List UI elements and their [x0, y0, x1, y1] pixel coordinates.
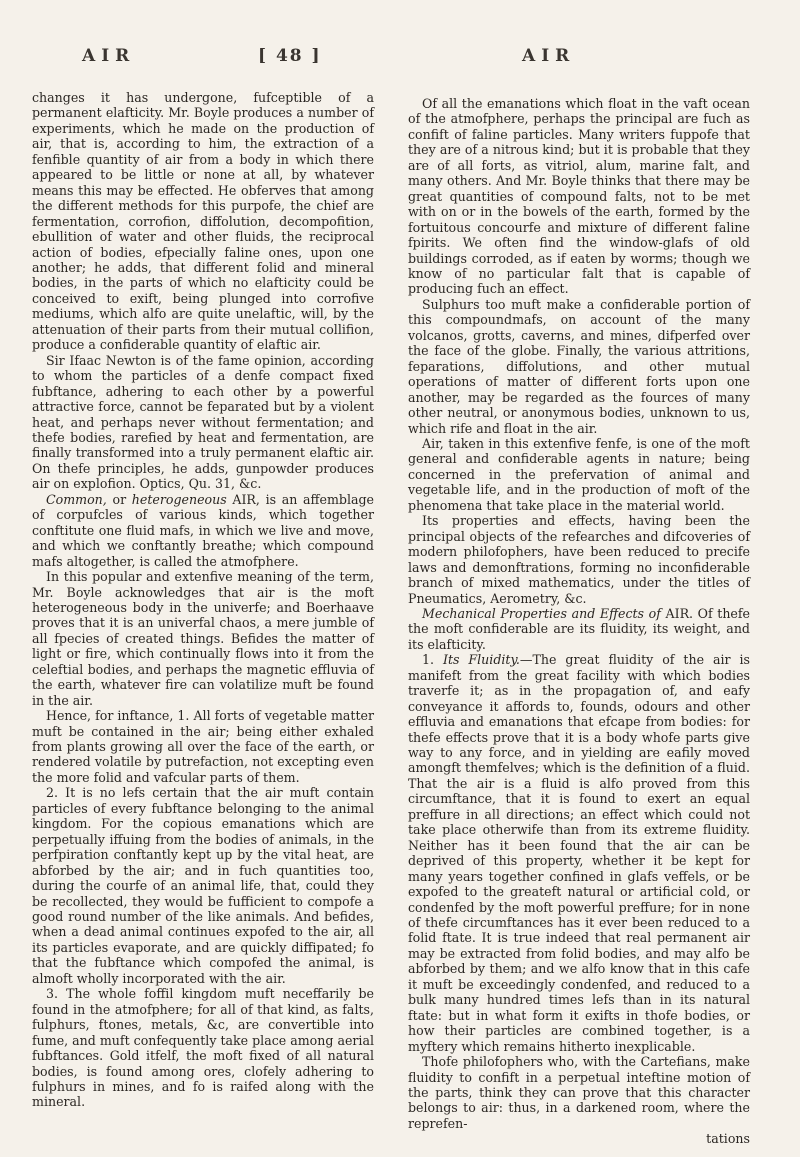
paragraph: Sir Ifaac Newton is of the fame opinion, according to whom the particles of a denfe compact fixed fubftance, adhering to each other by a powerful attractive force, cannot be feparated but by a violent heat, and perhaps never without fermentation; and thefe bodies, rarefied by heat and fermentation, are finally transformed into a truly permanent elaftic air. On thefe principles, he adds, gunpowder produces air on explofion. Optics, Qu. 31, &c. — [32, 352, 374, 492]
paragraph: Common, or heterogeneous AIR, is an affemblage of corpufcles of various kinds, which together conftitute one fluid mafs, in which we live and move, and which we conftantly breathe; which compound mafs altogether, is called the atmofphere. — [32, 491, 375, 569]
page-number: [ 48 ] — [258, 46, 322, 66]
catchword: tations — [706, 1131, 750, 1147]
section-heading-paragraph: Mechanical Properties and Effects of AIR. Of thefe the moft confiderable are its fluidity, its weight, and its elafticity. — [408, 605, 751, 652]
paragraph: Hence, for inftance, 1. All forts of vegetable matter muft be contained in the air; being either exhaled from plants growing all over the face of the earth, or rendered volatile by putrefaction, not excepting even the more folid and vafcular parts of them. — [32, 708, 374, 785]
paragraph: changes it has undergone, fufceptible of a permanent elafticity. Mr. Boyle produces a number of experiments, which he made on the production of air, that is, according to him, the extraction of a fenfible quantity of air from a body in which there appeared to be little or none at all, by whatever means this may be effected. He obferves that among the different methods for this purpofe, the chief are fermentation, corrofion, diffolution, decompofition, ebullition of water and other fluids, the reciprocal action of bodies, efpecially faline ones, upon one another; he adds, that different folid and mineral bodies, in the parts of which no elafticity could be conceived to exift, being plunged into corrofive mediums, which alfo are quite unelaftic, will, by the attenuation of their parts from their mutual collifion, produce a confiderable quantity of elaftic air. — [32, 90, 374, 353]
paragraph: Sulphurs too muft make a confiderable portion of this compoundmafs, on account of the many volcanos, grotts, caverns, and mines, difperfed over the face of the globe. Finally, the various attritions, feparations, diffolutions, and other mutual operations of matter of different forts upon one another, may be regarded as the fources of many other neutral, or anonymous bodies, unknown to us, which rife and float in the air. — [408, 296, 750, 436]
paragraph: Thofe philofophers who, with the Cartefians, make fluidity to confift in a perpetual inteftine motion of the parts, think they can prove that this character belongs to air: thus, in a darkened room, where the reprefen- — [408, 1054, 750, 1131]
left-column — [32, 90, 374, 1110]
header-left: AIR — [82, 46, 136, 66]
paragraph: Of all the emanations which float in the vaft ocean of the atmofphere, perhaps the principal are fuch as confift of faline particles. Many writers fuppofe that they are of a nitrous kind; but it is probable that they are of all forts, as vitriol, alum, marine falt, and many others. And Mr. Boyle thinks that there may be great quantities of compound falts, not to be met with on or in the bowels of the earth, formed by the fortuitous concourfe and mixture of different faline fpirits. We often find the window-glafs of old buildings corroded, as if eaten by worms; though we know of no particular falt that is capable of producing fuch an effect. — [408, 96, 750, 297]
paragraph: In this popular and extenfive meaning of the term, Mr. Boyle acknowledges that air is the moft heterogeneous body in the univerfe; and Boerhaave proves that it is an univerfal chaos, a mere jumble of all fpecies of created things. Befides the matter of light or fire, which continually flows into it from the celeftial bodies, and perhaps the magnetic effluvia of the earth, whatever fire can volatilize muft be found in the air. — [32, 569, 374, 708]
paragraph: Its properties and effects, having been the principal objects of the refearches and difcoveries of modern philofophers, have been reduced to precife laws and demonftrations, forming no inconfiderable branch of mixed mathematics, under the titles of Pneumatics, Aerometry, &c. — [408, 513, 750, 606]
running-header — [0, 46, 800, 72]
paragraph: 1. Its Fluidity.—The great fluidity of the air is manifeft from the great facility with which bodies traverfe it; as in the propagation of, and eafy conveyance it affords to, founds, odours and other effluvia and emanations that efcape from bodies: for thefe effects prove that it is a body whofe parts give way to any force, and in yielding are eafily moved amongft themfelves; which is the definition of a fluid. That the air is a fluid is alfo proved from this circumftance, that it is found to exert an equal preffure in all directions; an effect which could not take place otherwife than from its extreme fluidity. Neither has it been found that the air can be deprived of this property, whether it be kept for many years together confined in glafs veffels, or be expofed to the greateft natural or artificial cold, or condenfed by the moft powerful preffure; for in none of thefe circumftances has it ever been reduced to a folid ftate. It is true indeed that real permanent air may be extracted from folid bodies, and may alfo be abforbed by them; and we alfo know that in this cafe it muft be exceedingly condenfed, and reduced to a bulk many hundred times lefs than in its natural ftate: but in what form it exifts in thofe bodies, or how their particles are combined together, is a myftery which remains hitherto inexplicable. — [408, 652, 750, 1054]
paragraph: Air, taken in this extenfive fenfe, is one of the moft general and confiderable agents in nature; being concerned in the prefervation of animal and vegetable life, and in the production of moft of the phenomena that take place in the material world. — [408, 435, 750, 513]
right-column — [408, 96, 750, 1147]
header-right: AIR — [522, 46, 576, 66]
paragraph: 2. It is no lefs certain that the air muft contain particles of every fubftance belonging to the animal kingdom. For the copious emanations which are perpetually iffuing from the bodies of animals, in the perfpiration conftantly kept up by the vital heat, are abforbed by the air; and in fuch quantities too, during the courfe of an animal life, that, could they be recollected, they would be fufficient to compofe a good round number of the like animals. And befides, when a dead animal continues expofed to the air, all its particles evaporate, and are quickly diffipated; fo that the fubftance which compofed the animal, is almoft wholly incorporated with the air. — [32, 785, 374, 986]
paragraph: 3. The whole foffil kingdom muft neceffarily be found in the atmofphere; for all of that kind, as falts, fulphurs, ftones, metals, &c, are convertible into fume, and muft confequently take place among aerial fubftances. Gold itfelf, the moft fixed of all natural bodies, is found among ores, clofely adhering to fulphurs in mines, and fo is raifed along with the mineral. — [32, 986, 374, 1110]
